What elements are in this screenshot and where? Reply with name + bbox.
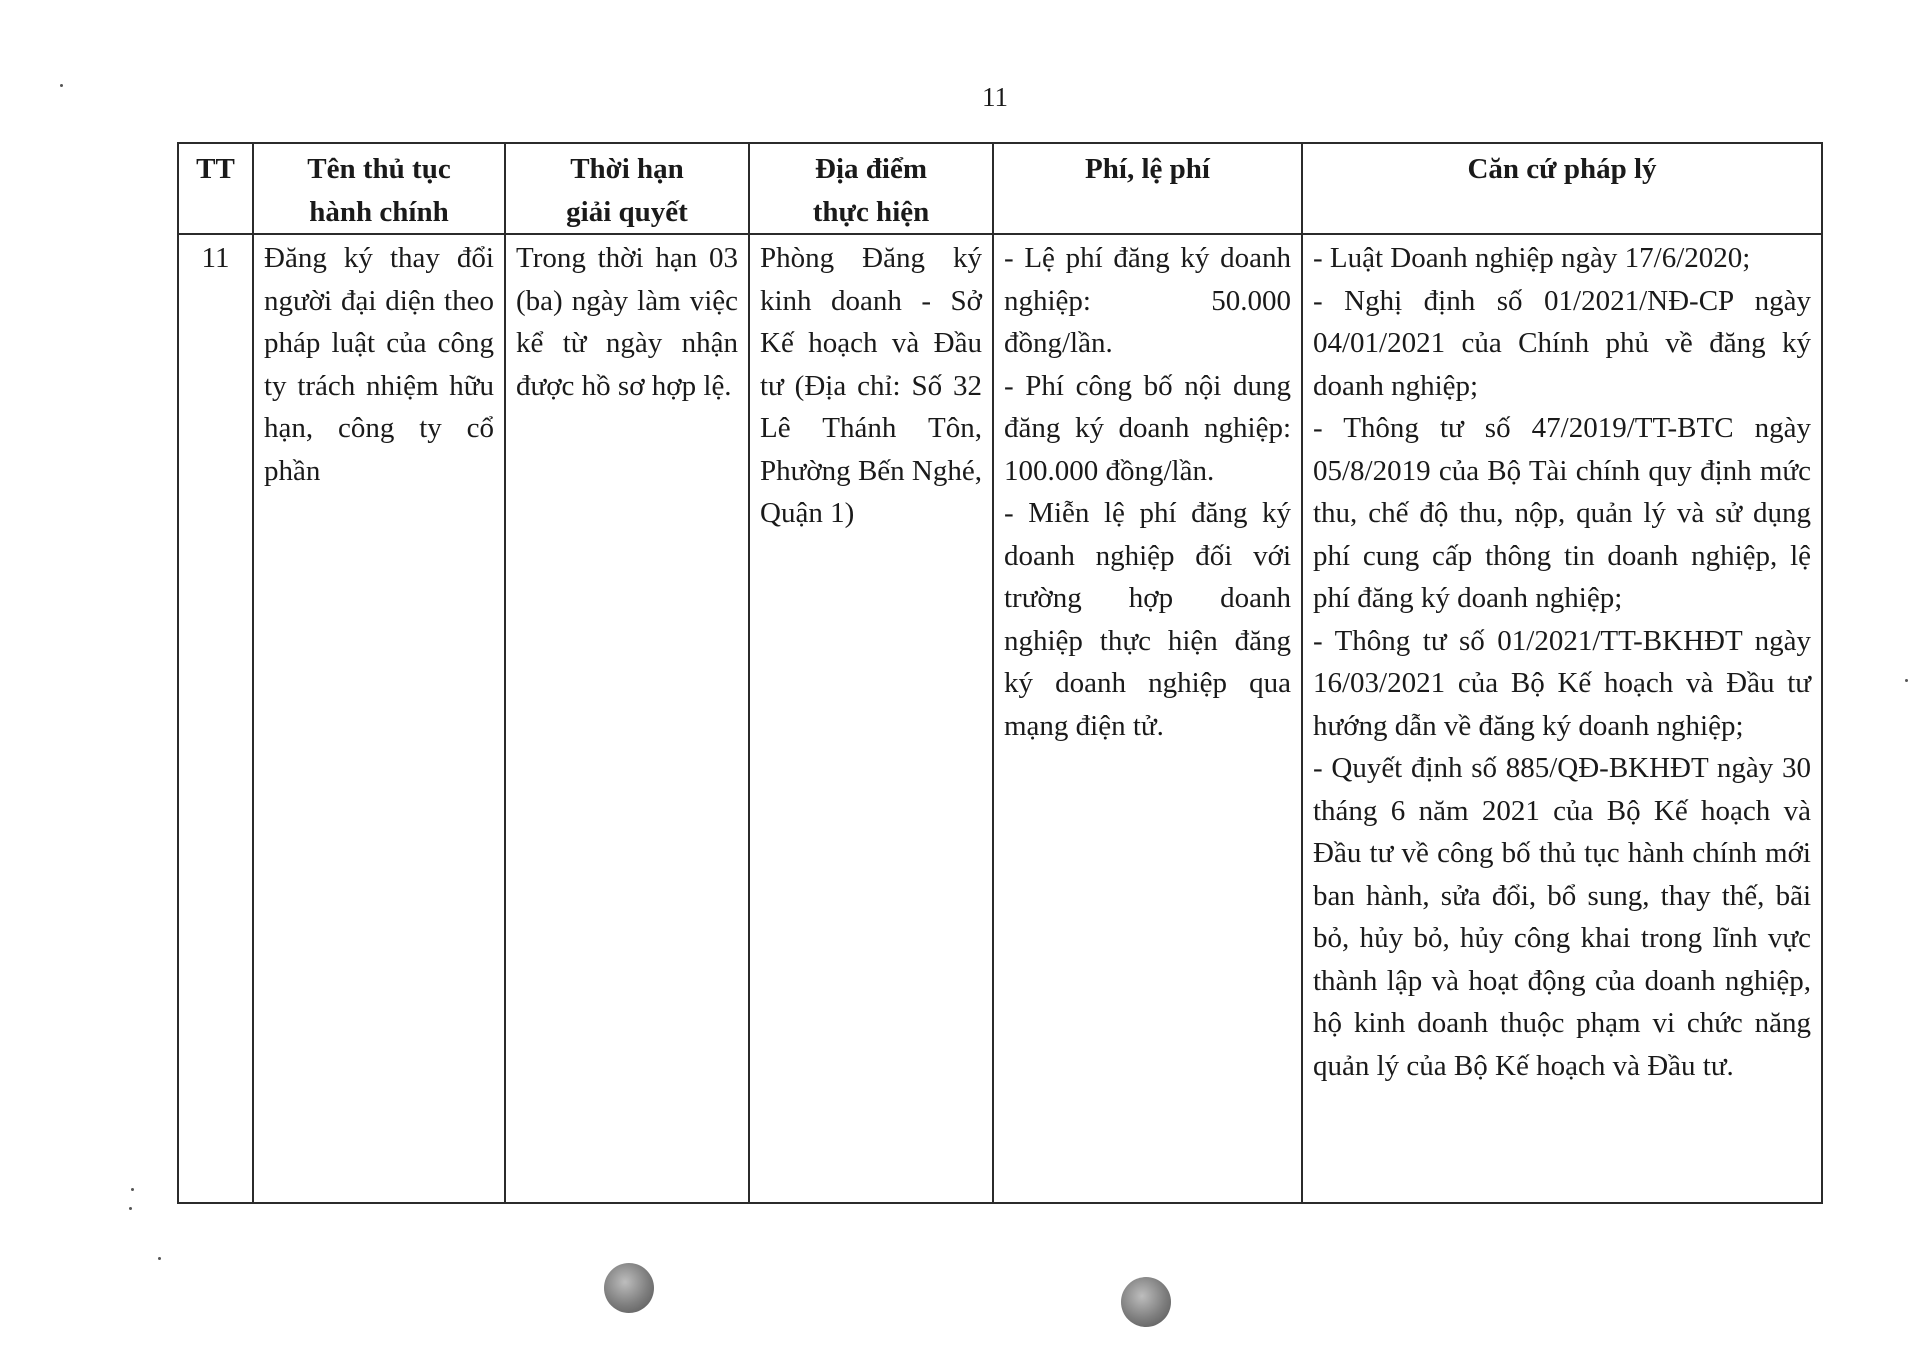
legal-basis-item: - Thông tư số 47/2019/TT-BTC ngày 05/8/2019 của Bộ Tài chính quy định mức thu, chế độ thu, nộp, quản lý và sử dụng phí cung cấp thông tin doanh nghiệp, lệ phí đăng ký doanh nghiệp; [1313,412,1811,614]
table-row [178,234,1822,1203]
phi-item: - Miễn lệ phí đăng ký doanh nghiệp đối với trường hợp doanh nghiệp thực hiện đăng ký doanh nghiệp qua mạng điện tử. [1004,497,1291,742]
header-phi: Phí, lệ phí [993,143,1302,234]
scan-speck [1905,679,1908,682]
scan-speck [60,84,63,87]
legal-basis-item: - Thông tư số 01/2021/TT-BKHĐT ngày 16/03/2021 của Bộ Kế hoạch và Đầu tư hướng dẫn về đăng ký doanh nghiệp; [1313,624,1811,742]
punch-hole-left [604,1263,654,1313]
legal-basis-item: - Luật Doanh nghiệp ngày 17/6/2020; [1313,242,1751,274]
legal-basis-item: - Nghị định số 01/2021/NĐ-CP ngày 04/01/2021 của Chính phủ về đăng ký doanh nghiệp; [1313,284,1811,402]
scan-speck [129,1207,132,1210]
header-dia-diem: Địa điểm thực hiện [749,143,993,234]
cell-ten-thu-tuc: Đăng ký thay đổi người đại diện theo pháp luật của công ty trách nhiệm hữu hạn, công ty cổ phần [253,234,505,1203]
header-ten-thu-tuc: Tên thủ tục hành chính [253,143,505,234]
table-header-row [178,143,1822,234]
cell-can-cu [1302,234,1822,1203]
cell-thoi-han: Trong thời hạn 03 (ba) ngày làm việc kể từ ngày nhận được hồ sơ hợp lệ. [505,234,749,1203]
procedure-table [177,142,1823,1204]
phi-item: - Lệ phí đăng ký doanh nghiệp: 50.000 đồng/lần. [1004,242,1291,359]
legal-basis-item: - Quyết định số 885/QĐ-BKHĐT ngày 30 tháng 6 năm 2021 của Bộ Kế hoạch và Đầu tư về công bố thủ tục hành chính mới ban hành, sửa đổi, bổ sung, thay thế, bãi bỏ, hủy bỏ, hủy công khai trong lĩnh vực thành lập và hoạt động của doanh nghiệp, hộ kinh doanh thuộc phạm vi chức năng quản lý của Bộ Kế hoạch và Đầu tư. [1313,752,1811,1082]
cell-phi [993,234,1302,1203]
scan-speck [158,1257,161,1260]
punch-hole-right [1121,1277,1171,1327]
header-can-cu: Căn cứ pháp lý [1302,143,1822,234]
header-tt: TT [178,143,253,234]
scan-speck [131,1188,134,1191]
header-thoi-han: Thời hạn giải quyết [505,143,749,234]
phi-item: - Phí công bố nội dung đăng ký doanh nghiệp: 100.000 đồng/lần. [1004,369,1291,487]
cell-tt: 11 [178,234,253,1203]
cell-dia-diem: Phòng Đăng ký kinh doanh - Sở Kế hoạch và Đầu tư (Địa chỉ: Số 32 Lê Thánh Tôn, Phường Bến Nghé, Quận 1) [749,234,993,1203]
page-number: 11 [982,82,1008,112]
